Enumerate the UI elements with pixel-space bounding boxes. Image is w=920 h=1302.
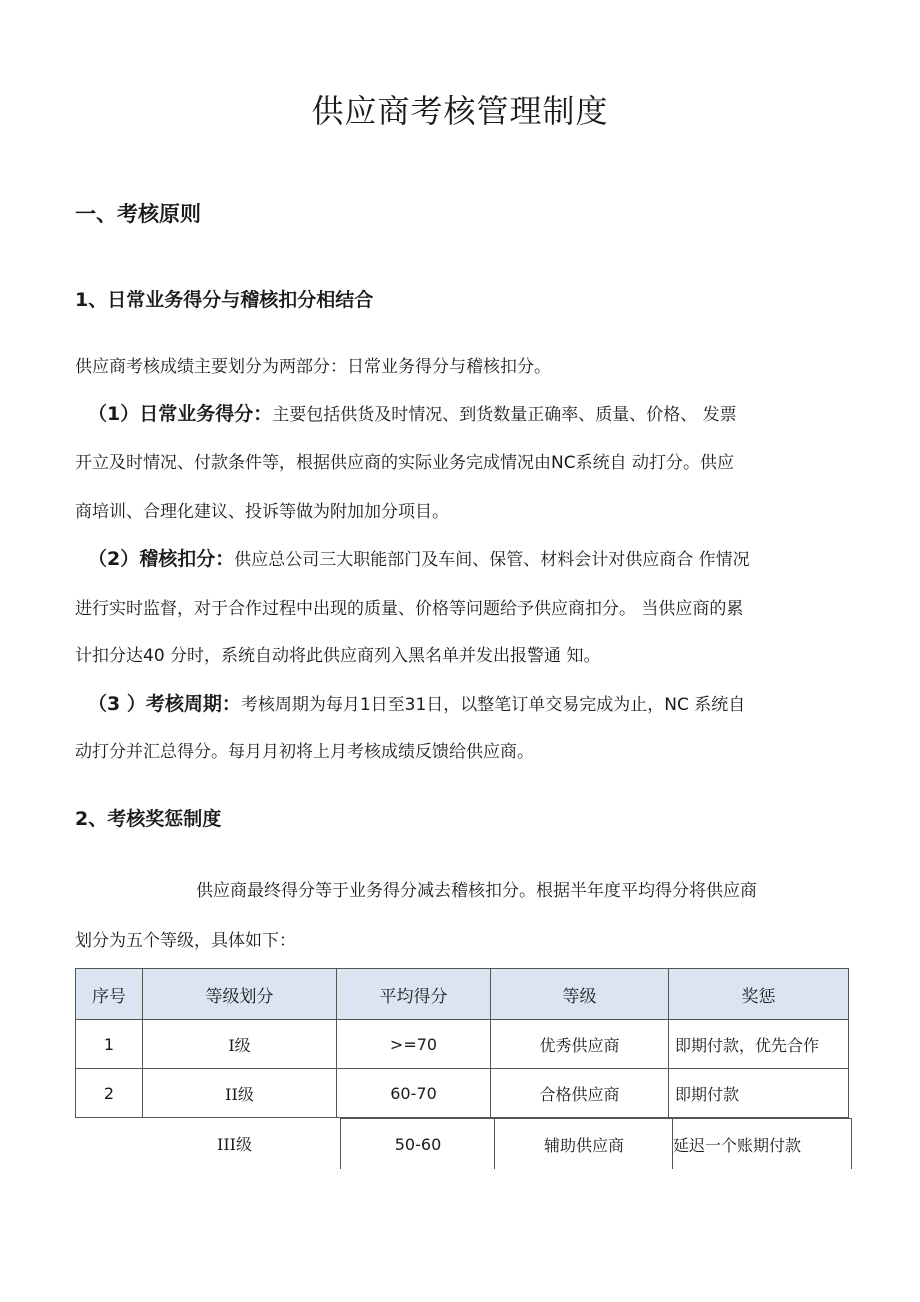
rewards-line1: 供应商最终得分等于业务得分减去稽核扣分。根据半年度平均得分将供应商 (196, 881, 757, 901)
grade-table (75, 968, 849, 1118)
table-cell: 1 (76, 1020, 143, 1069)
table-header-row (76, 969, 849, 1020)
table-cell: II级 (143, 1069, 337, 1118)
table-cell: I级 (143, 1020, 337, 1069)
table-cell: 2 (76, 1069, 143, 1118)
header-cell: 等级划分 (143, 969, 337, 1020)
table-cell: 辅助供应商 (494, 1118, 673, 1169)
intro-paragraph: 供应商考核成绩主要划分为两部分：日常业务得分与稽核扣分。 (75, 357, 551, 377)
table-cell: 合格供应商 (491, 1069, 669, 1118)
header-cell: 平均得分 (337, 969, 491, 1020)
table-cell: III级 (217, 1134, 252, 1154)
item1-line3: 商培训、合理化建议、投诉等做为附加加分项目。 (75, 502, 449, 522)
item3-line1 (88, 689, 745, 716)
table-row-partial (75, 1118, 850, 1168)
header-cell: 等级 (491, 969, 669, 1020)
page-title: 供应商考核管理制度 (311, 92, 609, 130)
item3-line2: 动打分并汇总得分。每月月初将上月考核成绩反馈给供应商。 (75, 742, 534, 762)
table-cell: 延迟一个账期付款 (672, 1118, 852, 1169)
table-cell: 即期付款，优先合作 (669, 1020, 849, 1069)
table-row (76, 1069, 849, 1118)
table-cell: 即期付款 (669, 1069, 849, 1118)
item2-line3: 计扣分达40 分时，系统自动将此供应商列入黑名单并发出报警通 知。 (75, 646, 601, 666)
item1-label: （1）日常业务得分： (88, 403, 273, 425)
table-cell: 60-70 (337, 1069, 491, 1118)
item1-line2: 开立及时情况、付款条件等，根据供应商的实际业务完成情况由NC系统自 动打分。供应 (75, 453, 734, 473)
item1-line1 (88, 399, 737, 426)
header-cell: 奖惩 (669, 969, 849, 1020)
table-cell: 优秀供应商 (491, 1020, 669, 1069)
item2-line2: 进行实时监督，对于合作过程中出现的质量、价格等问题给予供应商扣分。 当供应商的累 (75, 599, 744, 619)
header-cell: 序号 (76, 969, 143, 1020)
item2-text1: 供应总公司三大职能部门及车间、保管、材料会计对供应商合 作情况 (234, 550, 750, 570)
subheading-2: 2、考核奖惩制度 (75, 808, 222, 830)
rewards-line2: 划分为五个等级，具体如下： (75, 931, 296, 951)
table-row (76, 1020, 849, 1069)
item2-label: （2）稽核扣分： (88, 548, 235, 570)
section-heading-principles: 一、考核原则 (75, 202, 201, 226)
subheading-1: 1、日常业务得分与稽核扣分相结合 (75, 289, 374, 311)
item2-line1 (88, 544, 750, 571)
table-cell: >=70 (337, 1020, 491, 1069)
item1-text1: 主要包括供货及时情况、到货数量正确率、质量、价格、 发票 (272, 405, 737, 425)
item3-label: （3 ）考核周期： (88, 693, 241, 715)
item3-text1: 考核周期为每月1日至31日，以整笔订单交易完成为止，NC 系统自 (240, 695, 746, 715)
table-cell: 50-60 (340, 1118, 495, 1169)
